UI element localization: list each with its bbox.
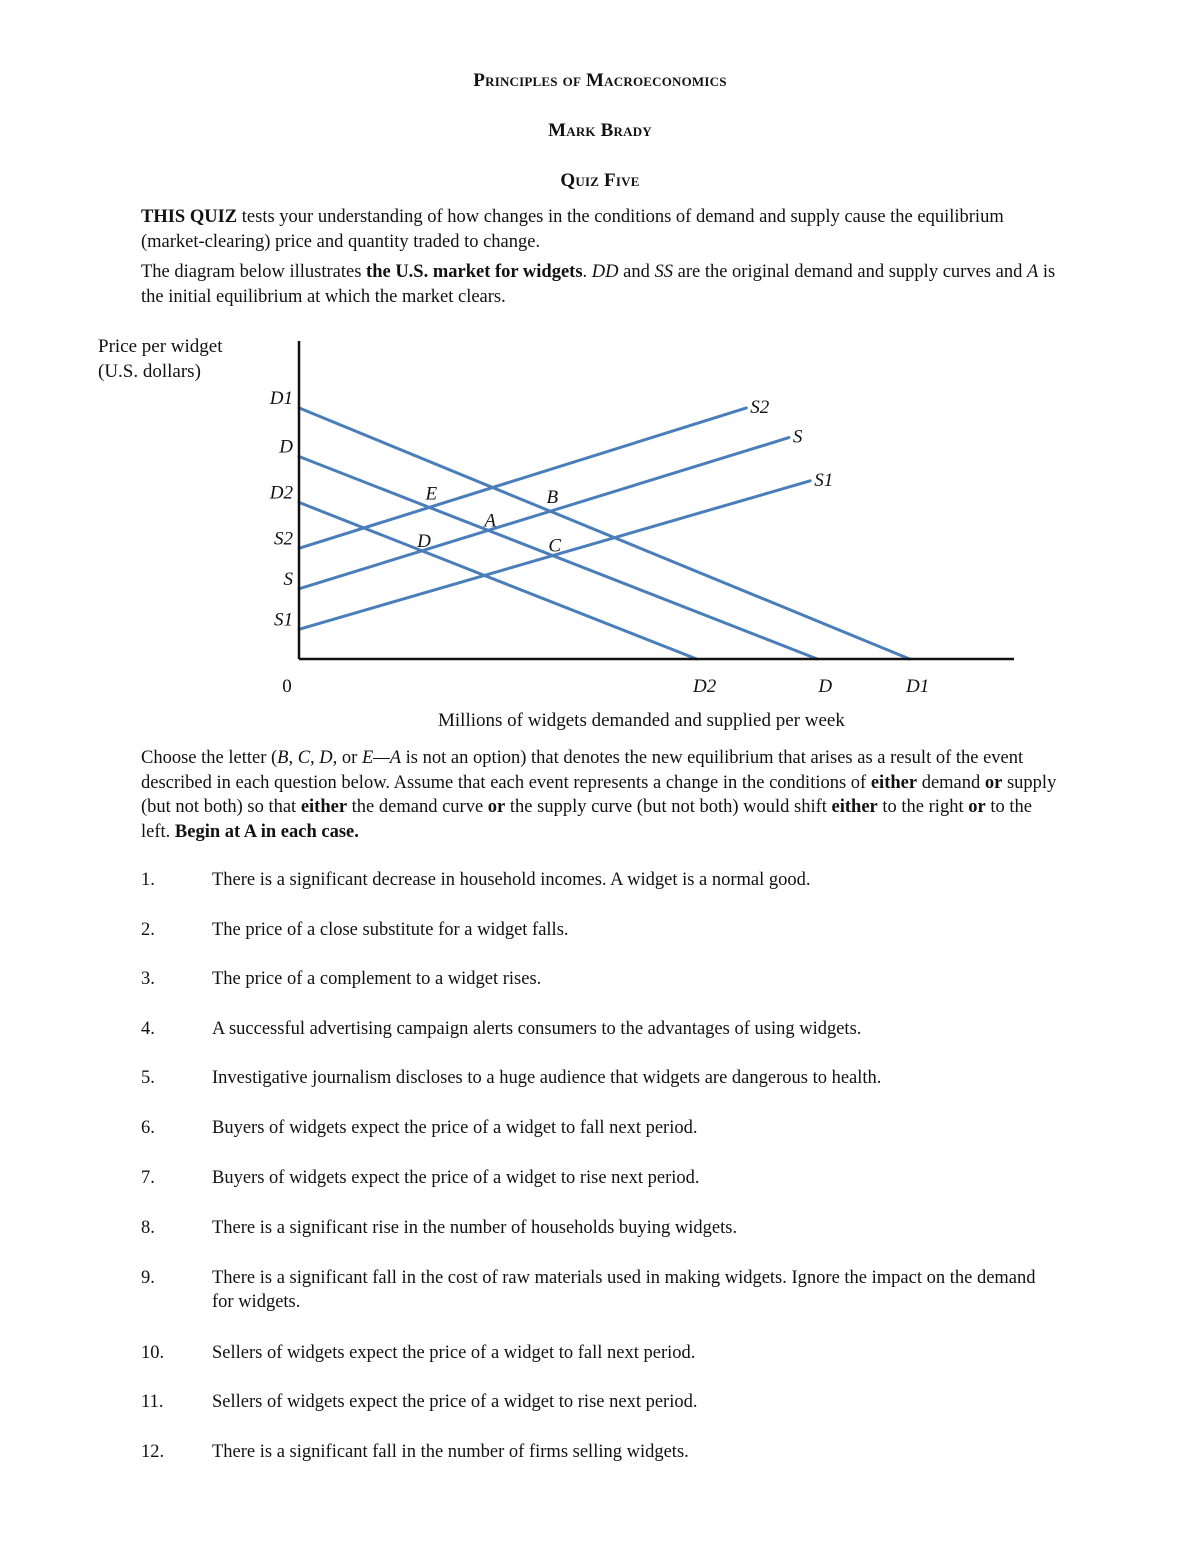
- instr-e: is not an option) that denotes the new equilibrium that arises as a result of the event described in each question below. Assume that each event represents a change in the conditions of: [141, 748, 1024, 793]
- instr-l: or: [487, 797, 506, 817]
- supply-demand-chart: [240, 330, 1040, 700]
- curve-label-end-s: S: [792, 426, 803, 448]
- question-text: There is a significant rise in the number of households buying widgets.: [212, 1218, 738, 1238]
- curve-label-start-d: D: [279, 436, 293, 458]
- curve-label-end-s2: S2: [750, 396, 770, 418]
- y-axis-label-line2: (U.S. dollars): [98, 361, 201, 382]
- intro-lead: THIS QUIZ: [141, 207, 238, 227]
- equilibrium-point-d: D: [417, 530, 431, 552]
- question-number: 4.: [141, 1019, 155, 1039]
- intro-paragraph-1: [141, 205, 1061, 255]
- instr-m: the supply curve (but not both) would shift: [505, 797, 832, 817]
- intro-p2-ss: SS: [654, 262, 673, 282]
- course-title: Principles of Macroeconomics: [473, 70, 727, 91]
- instr-j: either: [300, 797, 348, 817]
- equilibrium-point-a: A: [484, 510, 496, 532]
- intro-text: [141, 205, 1061, 310]
- question-number: 5.: [141, 1068, 155, 1088]
- question-number: 8.: [141, 1218, 155, 1238]
- curve-label-start-d2: D2: [269, 482, 293, 504]
- intro-paragraph-2: [141, 260, 1061, 310]
- question-text: Sellers of widgets expect the price of a widget to rise next period.: [212, 1392, 698, 1412]
- y-axis-label-line1: Price per widget: [98, 336, 223, 357]
- question-number: 3.: [141, 969, 155, 989]
- curve-s2: [299, 408, 746, 548]
- question-number: 2.: [141, 920, 155, 940]
- question-number: 6.: [141, 1118, 155, 1138]
- instr-f: either: [870, 772, 918, 793]
- question-number: 9.: [141, 1268, 155, 1288]
- curve-label-start-s: S: [283, 568, 293, 590]
- instr-b: B, C, D,: [277, 748, 338, 768]
- intro-p2-a: The diagram below illustrates: [141, 262, 367, 282]
- question-text: A successful advertising campaign alerts consumers to the advantages of using widgets.: [212, 1019, 862, 1039]
- intro-p2-a-point: A: [1026, 262, 1039, 282]
- question-text: There is a significant fall in the number of firms selling widgets.: [212, 1442, 689, 1462]
- equilibrium-point-c: C: [548, 535, 562, 557]
- curve-label-start-s1: S1: [274, 609, 293, 631]
- question-text: Buyers of widgets expect the price of a widget to fall next period.: [212, 1118, 698, 1138]
- instr-a: Choose the letter (: [141, 748, 278, 768]
- intro-p1-rest: tests your understanding of how changes in the conditions of demand and supply cause the equilibrium (market-clearing) price and quantity traded to change.: [141, 207, 1004, 252]
- instr-k: the demand curve: [347, 797, 488, 817]
- question-number: 10.: [141, 1343, 165, 1363]
- intro-p2-market: the U.S. market for widgets: [366, 262, 583, 282]
- curve-label-end-d1: D1: [905, 676, 930, 697]
- curve-label-end-s1: S1: [814, 469, 834, 491]
- intro-p2-g: are the original demand and supply curves and: [672, 262, 1027, 282]
- question-number: 7.: [141, 1168, 155, 1188]
- curve-s: [299, 438, 789, 589]
- origin-label: 0: [282, 676, 292, 697]
- question-text: Investigative journalism discloses to a huge audience that widgets are dangerous to health.: [212, 1068, 882, 1088]
- question-text: Buyers of widgets expect the price of a widget to rise next period.: [212, 1168, 700, 1188]
- question-text: There is a significant decrease in household incomes. A widget is a normal good.: [212, 870, 811, 890]
- intro-p2-i: is the initial equilibrium at which the market clears.: [141, 262, 1056, 307]
- intro-p2-c: .: [582, 262, 592, 282]
- question-text: Sellers of widgets expect the price of a widget to fall next period.: [212, 1343, 696, 1363]
- curve-label-start-d1: D1: [269, 387, 293, 409]
- curve-label-start-s2: S2: [274, 528, 293, 550]
- equilibrium-point-e: E: [425, 483, 438, 505]
- instr-i: supply (but not both) so that: [141, 772, 1057, 817]
- question-number: 1.: [141, 870, 155, 890]
- question-text: The price of a complement to a widget rises.: [212, 969, 542, 989]
- instructions-text: [141, 746, 1061, 844]
- quiz-title: Quiz Five: [560, 170, 640, 191]
- equilibrium-point-b: B: [546, 487, 559, 509]
- instr-g: demand: [917, 772, 985, 793]
- curve-label-end-d2: D2: [692, 676, 717, 697]
- intro-p2-dd: DD: [591, 262, 619, 282]
- instr-q: to the left.: [141, 797, 1032, 842]
- x-axis-label: Millions of widgets demanded and supplied per week: [438, 710, 845, 731]
- y-axis-label: [98, 334, 223, 384]
- question-text: The price of a close substitute for a widget falls.: [212, 920, 569, 940]
- instr-o: to the right: [877, 797, 969, 817]
- curve-label-end-d: D: [818, 676, 833, 697]
- question-text: There is a significant fall in the cost of raw materials used in making widgets. Ignore the impact on the demand for widgets.: [212, 1268, 1036, 1312]
- instr-n: either: [831, 797, 878, 817]
- instr-d: E—A: [361, 748, 401, 768]
- author-name: Mark Brady: [548, 120, 652, 141]
- curve-d: [299, 457, 817, 660]
- instr-r: Begin at A in each case.: [174, 821, 359, 842]
- question-number: 11.: [141, 1392, 164, 1412]
- instr-c: or: [337, 748, 362, 768]
- question-number: 12.: [141, 1442, 165, 1462]
- instr-p: or: [968, 797, 986, 817]
- intro-p2-e: and: [618, 262, 655, 282]
- instr-h: or: [984, 772, 1003, 793]
